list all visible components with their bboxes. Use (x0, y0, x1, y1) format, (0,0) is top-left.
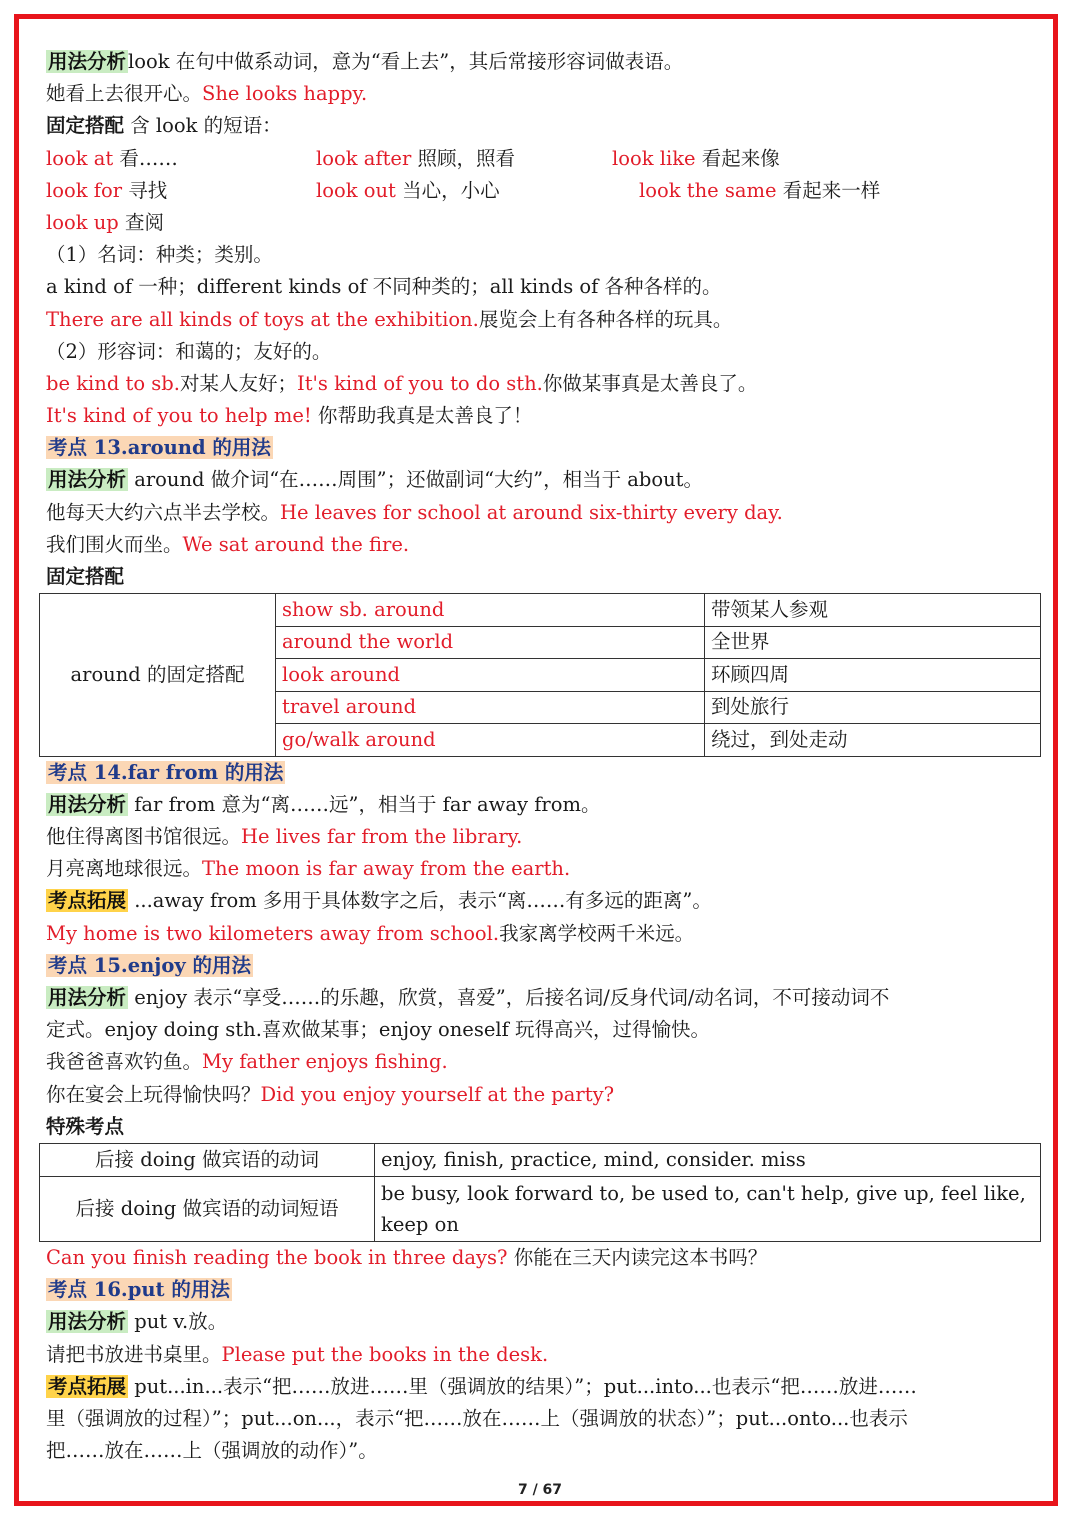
table-cell-cn: 绕过，到处走动 (705, 724, 1041, 757)
around-phrases-table (39, 593, 1041, 757)
section-title: 考点 13.around 的用法 (48, 436, 271, 460)
sentence-en: He leaves for school at around six-thirty every day. (280, 500, 783, 524)
phrase-cn: 查阅 (124, 210, 164, 234)
sentence-en: Can you finish reading the book in three days? (46, 1245, 508, 1269)
look-phrases-heading (46, 110, 1036, 142)
look-analysis-text: 在句中做系动词，意为“看上去”，其后常接形容词做表语。 (175, 50, 684, 73)
around-phrase-tag: 固定搭配 (46, 565, 125, 588)
phrase-en: look up (46, 210, 119, 234)
kind-adj-example-3 (46, 400, 1036, 432)
around-analysis (46, 464, 1036, 496)
kind-noun-examples: a kind of 一种；different kinds of 不同种类的；all kinds of 各种各样的。 (46, 275, 722, 299)
phrase-tag: 固定搭配 (46, 114, 125, 138)
phrase-text: 含 look 的短语： (130, 114, 282, 138)
sentence-en: The moon is far away from the earth. (202, 857, 571, 881)
enjoy-example-1 (46, 1046, 1036, 1078)
table-label-cell: around 的固定搭配 (40, 594, 276, 757)
enjoy-analysis-1 (46, 982, 1036, 1014)
far-from-example-2 (46, 853, 1036, 885)
sentence-en: Please put the books in the desk. (221, 1342, 549, 1366)
page-content (46, 46, 1036, 1467)
look-phrases-row-1 (46, 143, 1036, 175)
phrase-item: look out 当心，小心 (316, 178, 500, 202)
enjoy-example-2 (46, 1079, 1036, 1111)
table-cell-cn: 全世界 (705, 626, 1041, 659)
table-cell-cn: 环顾四周 (705, 659, 1041, 692)
put-extension-3: 把……放在……上（强调放的动作）”。 (46, 1439, 378, 1463)
analysis-tag: 用法分析 (48, 50, 127, 73)
sentence-cn: 他住得离图书馆很远。 (46, 825, 242, 849)
around-example-1 (46, 497, 1036, 529)
table-cell-cn: 带领某人参观 (705, 594, 1041, 627)
enjoy-special-tag: 特殊考点 (46, 1114, 125, 1138)
around-title (46, 432, 1036, 464)
enjoy-analysis-2: 定式。enjoy doing sth.喜欢做某事；enjoy oneself 玩得高兴，过得愉快。 (46, 1018, 711, 1042)
table-cell-cn: 到处旅行 (705, 691, 1041, 724)
far-from-analysis (46, 789, 1036, 821)
table-label-cell: 后接 doing 做宾语的动词 (40, 1143, 375, 1176)
look-phrases-row-2 (46, 175, 1036, 207)
table-cell-en: around the world (276, 626, 705, 659)
phrase-item: look at 看…… (46, 146, 178, 170)
sentence-en: My home is two kilometers away from school. (46, 921, 500, 945)
example-cn: 她看上去很开心。 (46, 82, 203, 106)
table-row (40, 1143, 1041, 1176)
extension-text: put...in...表示“把……放进……里（强调放的结果）”；put...into...也表示“把……放进…… (128, 1374, 917, 1398)
table-cell-en: travel around (276, 691, 705, 724)
kind-adj-examples (46, 368, 1036, 400)
put-example (46, 1339, 1036, 1371)
extension-tag: 考点拓展 (48, 889, 127, 913)
enjoy-title (46, 950, 1036, 982)
analysis-tag: 用法分析 (48, 986, 127, 1009)
sentence-en: We sat around the fire. (182, 532, 410, 556)
analysis-text: far from 意为“离……远”，相当于 far away from。 (128, 792, 601, 816)
sentence-cn: 我们围火而坐。 (46, 532, 183, 556)
sentence-cn: 展览会上有各种各样的玩具。 (478, 307, 733, 331)
sentence-en: There are all kinds of toys at the exhibition. (46, 307, 479, 331)
sentence-en: It's kind of you to help me! (46, 404, 312, 428)
sentence-en: Did you enjoy yourself at the party? (260, 1082, 615, 1106)
extension-tag: 考点拓展 (48, 1374, 127, 1398)
page-number: 7 / 67 (517, 1482, 563, 1498)
phrase-item: look for 寻找 (46, 178, 168, 202)
sentence-cn: 你在宴会上玩得愉快吗？ (46, 1082, 261, 1106)
analysis-text: enjoy 表示“享受……的乐趣，欣赏，喜爱”，后接名词/反身代词/动名词，不可接动词不 (128, 986, 890, 1009)
far-from-extension-example (46, 918, 1036, 950)
table-label-cell: 后接 doing 做宾语的动词短语 (40, 1176, 375, 1241)
section-title: 考点 15.enjoy 的用法 (48, 953, 251, 977)
put-analysis (46, 1306, 1036, 1338)
table-value-cell: be busy, look forward to, be used to, can't help, give up, feel like, keep on (375, 1176, 1041, 1241)
sentence-en: be kind to sb. (46, 371, 180, 395)
analysis-tag: 用法分析 (48, 468, 127, 492)
far-from-title (46, 757, 1036, 789)
around-example-2 (46, 529, 1036, 561)
analysis-tag: 用法分析 (48, 1310, 127, 1334)
far-from-example-1 (46, 821, 1036, 853)
enjoy-doing-table (39, 1143, 1041, 1242)
section-title: 考点 16.put 的用法 (48, 1278, 230, 1302)
kind-noun-line: （1）名词：种类；类别。 (46, 243, 273, 267)
phrase-item: look like 看起来像 (612, 146, 780, 170)
analysis-text: put v.放。 (128, 1310, 228, 1334)
sentence-en: It's kind of you to do sth. (297, 371, 543, 395)
table-cell-en: look around (276, 659, 705, 692)
look-word: look (128, 50, 170, 73)
look-phrases-row-3 (46, 207, 1036, 239)
sentence-cn: 请把书放进书桌里。 (46, 1342, 222, 1366)
kind-noun-sentence (46, 304, 1036, 336)
table-value-cell: enjoy, finish, practice, mind, consider. miss (375, 1143, 1041, 1176)
table-cell-en: go/walk around (276, 724, 705, 757)
analysis-text: around 做介词“在……周围”；还做副词“大约”，相当于 about。 (128, 468, 704, 492)
table-row (40, 594, 1041, 627)
look-analysis (46, 46, 1036, 78)
sentence-cn: 我家离学校两千米远。 (499, 921, 695, 945)
table-row (40, 1176, 1041, 1241)
table-cell-en: show sb. around (276, 594, 705, 627)
enjoy-after-example (46, 1242, 1036, 1274)
extension-text: ...away from 多用于具体数字之后，表示“离……有多远的距离”。 (128, 889, 712, 913)
example-en: She looks happy. (202, 82, 368, 106)
phrase-item: look after 照顾，照看 (316, 146, 515, 170)
sentence-cn: 对某人友好； (179, 371, 297, 395)
sentence-cn: 月亮离地球很远。 (46, 857, 203, 881)
sentence-cn: 你能在三天内读完这本书吗？ (507, 1245, 768, 1269)
sentence-en: He lives far from the library. (241, 825, 523, 849)
phrase-item: look the same 看起来一样 (639, 178, 881, 202)
put-extension-2: 里（强调放的过程）”；put...on...，表示“把……放在……上（强调放的状态）”；put...onto...也表示 (46, 1406, 908, 1430)
sentence-cn: 你做某事真是太善良了。 (542, 371, 758, 395)
put-extension-1 (46, 1371, 1036, 1403)
section-title: 考点 14.far from 的用法 (48, 760, 284, 784)
sentence-cn: 他每天大约六点半去学校。 (46, 500, 281, 524)
kind-adj-line: （2）形容词：和蔼的；友好的。 (46, 339, 332, 363)
sentence-en: My father enjoys fishing. (202, 1050, 448, 1074)
look-example (46, 78, 1036, 110)
far-from-extension (46, 885, 1036, 917)
sentence-cn: 我爸爸喜欢钓鱼。 (46, 1050, 203, 1074)
put-title (46, 1274, 1036, 1306)
analysis-tag: 用法分析 (48, 792, 127, 816)
sentence-cn: 你帮助我真是太善良了！ (311, 404, 533, 428)
